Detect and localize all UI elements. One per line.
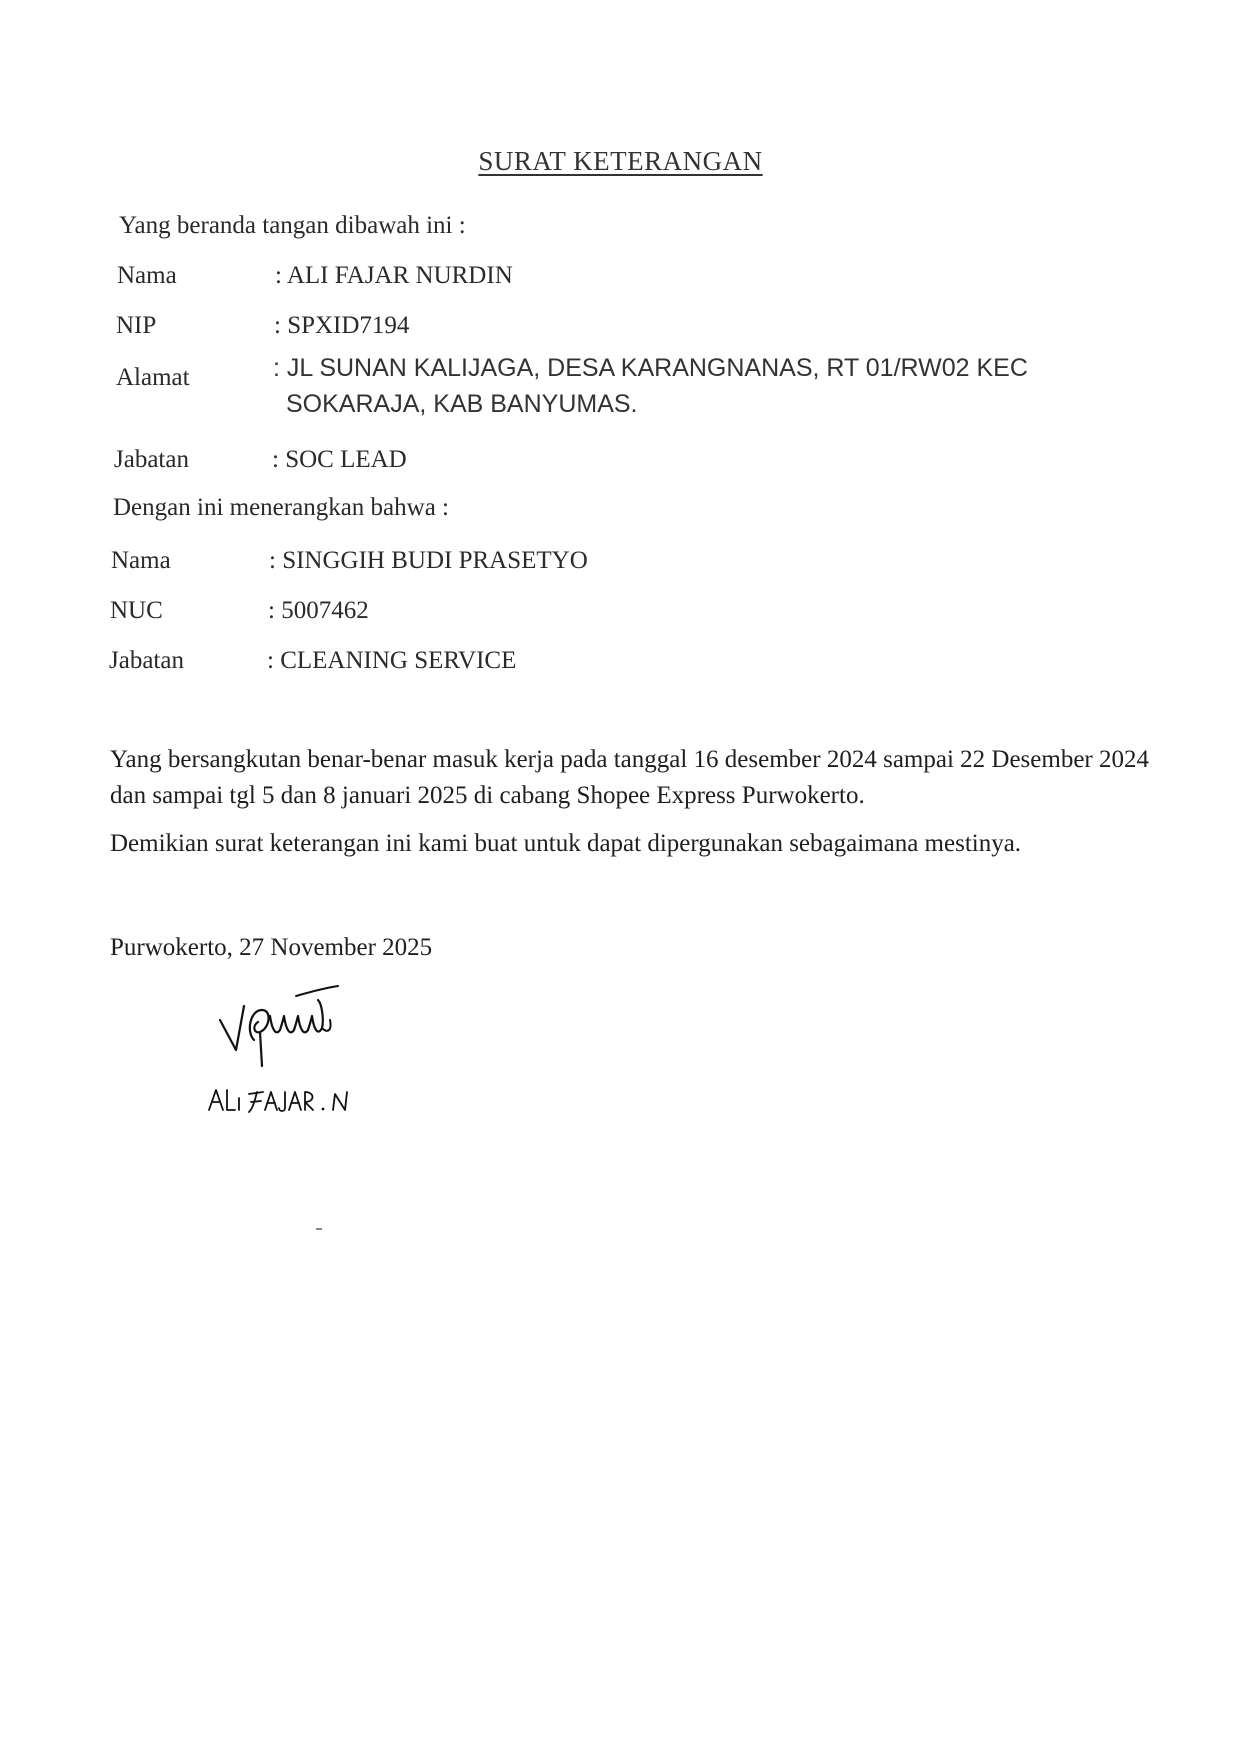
signer-nip-value: : SPXID7194	[274, 312, 410, 339]
handwritten-name	[205, 1080, 365, 1120]
subject-nuc-row	[110, 597, 369, 625]
signer-jabatan-label: Jabatan	[114, 446, 189, 473]
document-title	[0, 146, 1241, 177]
subject-nuc-value: : 5007462	[268, 597, 369, 624]
signer-nama-value: : ALI FAJAR NURDIN	[275, 262, 513, 289]
alamat-line-2: SOKARAJA, KAB BANYUMAS.	[286, 390, 638, 418]
signer-alamat-row	[116, 364, 274, 392]
body-paragraph: Yang bersangkutan benar-benar masuk kerja pada tanggal 16 desember 2024 sampai 22 Desember 2024 dan sampai tgl 5 dan 8 januari 2025 di cabang Shopee Express Purwokerto.	[110, 746, 1150, 809]
subject-jabatan-value: : CLEANING SERVICE	[267, 647, 517, 674]
subject-nuc-label: NUC	[110, 597, 163, 624]
signer-jabatan-value: : SOC LEAD	[272, 446, 407, 473]
signature	[210, 980, 380, 1080]
signer-alamat-label: Alamat	[116, 364, 190, 391]
subject-nama-value: : SINGGIH BUDI PRASETYO	[269, 547, 588, 574]
signer-nip-row	[116, 312, 409, 340]
subject-nama-row	[111, 547, 588, 575]
intro-subject: Dengan ini menerangkan bahwa :	[113, 494, 449, 521]
closing-paragraph: Demikian surat keterangan ini kami buat untuk dapat dipergunakan sebagaimana mestinya.	[110, 830, 1022, 857]
scan-mark	[316, 1228, 322, 1230]
title-text: SURAT KETERANGAN	[478, 146, 763, 176]
place-date: Purwokerto, 27 November 2025	[110, 934, 433, 961]
signer-jabatan-row	[114, 446, 407, 474]
subject-jabatan-label: Jabatan	[109, 647, 184, 674]
alamat-line-1: : JL SUNAN KALIJAGA, DESA KARANGNANAS, RT 01/RW02 KEC	[273, 354, 1028, 382]
subject-jabatan-row	[109, 647, 516, 675]
signer-nama-row	[117, 262, 513, 290]
signer-nip-label: NIP	[116, 312, 157, 339]
signer-alamat-value	[273, 350, 1028, 422]
intro-signer: Yang beranda tangan dibawah ini :	[119, 212, 466, 239]
signer-nama-label: Nama	[117, 262, 177, 289]
subject-nama-label: Nama	[111, 547, 171, 574]
